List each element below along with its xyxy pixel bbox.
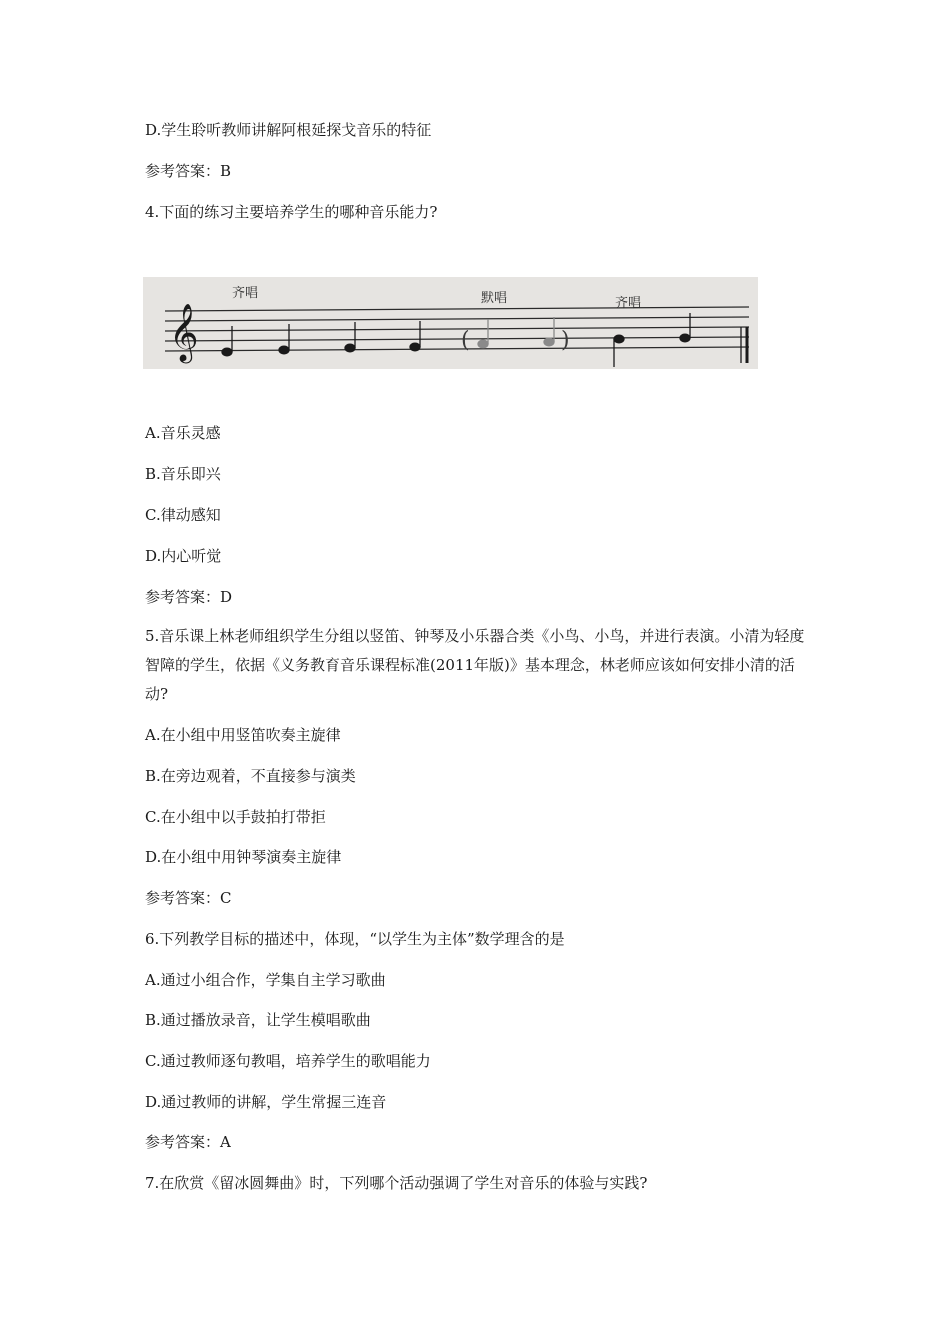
note-2 [279, 346, 289, 354]
note-7 [614, 335, 624, 343]
note-6 [544, 338, 554, 346]
q3-answer: 参考答案：B [145, 162, 232, 180]
q5-answer: 参考答案：C [145, 889, 232, 907]
open-paren: ( [461, 328, 470, 353]
q6-option-a: A.通过小组合作，学集自主学习歌曲 [145, 971, 386, 989]
note-4 [410, 343, 420, 351]
q5-option-c: C.在小组中以手鼓拍打带拒 [145, 808, 326, 826]
q4-answer: 参考答案：D [145, 588, 233, 606]
final-barline [741, 327, 747, 363]
q4-option-b: B.音乐即兴 [145, 465, 221, 483]
q4-option-d: D.内心听觉 [145, 547, 222, 565]
silent-notes [478, 317, 554, 348]
q6-question: 6.下列教学目标的描述中，体现，“以学生为主体”数学理含的是 [145, 930, 565, 948]
q6-option-d: D.通过教师的讲解，学生常握三连音 [145, 1093, 387, 1111]
music-score-image [143, 277, 758, 369]
q3-option-d: D.学生聆听教师讲解阿根延探戈音乐的特征 [145, 121, 432, 139]
score-label-1: 齐唱 [232, 286, 259, 301]
q5-option-b: B.在旁边观着，不直接参与演类 [145, 767, 356, 785]
treble-clef-icon: 𝄞 [169, 303, 199, 361]
q5-option-d: D.在小组中用钟琴演奏主旋律 [145, 848, 342, 866]
q4-option-c: C.律动感知 [145, 506, 221, 524]
note-5 [478, 340, 488, 348]
music-staff [143, 277, 758, 369]
score-label-2: 默唱 [481, 291, 508, 306]
q4-option-a: A.音乐灵感 [145, 424, 221, 442]
q6-answer: 参考答案：A [145, 1133, 231, 1151]
staff-lines [165, 307, 749, 351]
note-3 [345, 344, 355, 352]
q6-option-b: B.通过播放录音，让学生模唱歌曲 [145, 1011, 371, 1029]
q5-question: 5.音乐课上林老师组织学生分组以竖笛、钟琴及小乐器合类《小鸟、小鸟，并进行表演。小清为轻度智障的学生，依据《义务教育音乐课程标准(2011年版)》基本理念，林老师应该如何安排小清的活动? [145, 627, 805, 703]
q7-question: 7.在欣赏《留冰圆舞曲》时，下列哪个活动强调了学生对音乐的体验与实践? [145, 1174, 648, 1192]
notes-end [614, 313, 690, 367]
q5-option-a: A.在小组中用竖笛吹奏主旋律 [145, 726, 341, 744]
q4-question: 4.下面的练习主要培养学生的哪种音乐能力? [145, 203, 438, 221]
close-paren: ) [561, 328, 570, 353]
q6-option-c: C.通过教师逐句教唱，培养学生的歌唱能力 [145, 1052, 431, 1070]
note-8 [680, 334, 690, 342]
score-label-3: 齐唱 [615, 296, 642, 311]
note-1 [222, 348, 232, 356]
